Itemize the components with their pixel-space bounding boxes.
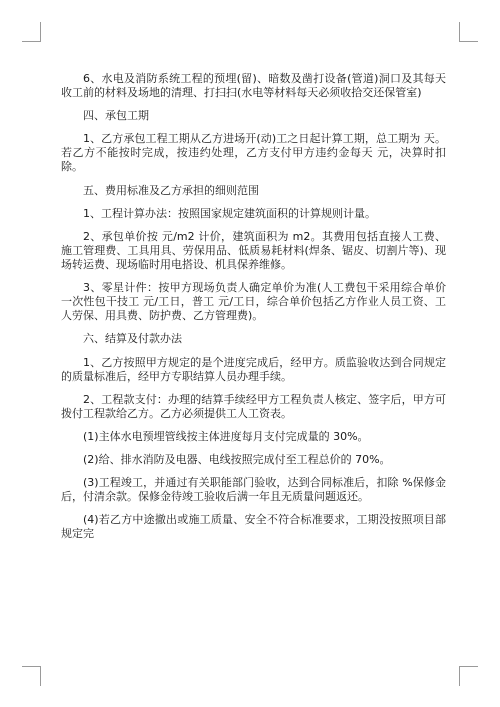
paragraph-payment-item-1: (1)主体水电预埋管线按主体进度每月支付完成量的 30%。 xyxy=(83,429,369,443)
paragraph-unit-price: 2、承包单价按 元/m2 计价，建筑面积为 m2。其费用包括直接人工费、施工管理费、工具用具、劳保用品、低质易耗材料(焊条、锯皮、切割片等)、现场转运费、现场临时用电搭设、机具保养维修。 xyxy=(61,229,446,271)
crop-mark-top-right-h xyxy=(459,41,478,42)
paragraph-calculation-method: 1、工程计算办法：按照国家规定建筑面积的计算规则计量。 xyxy=(83,206,376,220)
paragraph-payment: 2、工程款支付：办理的结算手续经甲方工程负责人核定、签字后，甲方可拨付工程款给乙方。乙方必须提供工人工资表。 xyxy=(61,392,446,420)
crop-mark-bottom-right-h xyxy=(459,666,478,667)
paragraph-settlement-procedure: 1、乙方按照甲方规定的是个进度完成后，经甲方。质监验收达到合同规定的质量标准后，经甲方专职结算人员办理手续。 xyxy=(61,355,446,383)
section-heading-contract-period: 四、承包工期 xyxy=(83,109,149,123)
paragraph-payment-item-2: (2)给、排水消防及电器、电线按照完成付至工程总价的 70%。 xyxy=(83,453,391,467)
crop-mark-bottom-left-v xyxy=(40,666,41,686)
section-heading-cost-standard: 五、费用标准及乙方承担的细则范围 xyxy=(83,183,259,197)
section-heading-settlement: 六、结算及付款办法 xyxy=(83,332,182,346)
paragraph-piecework: 3、零星计件：按甲方现场负责人确定单价为准(人工费包干采用综合单价一次性包干技工 元/工日，普工 元/工日，综合单价包括乙方作业人员工资、工人劳保、用具费、防护费、乙方管理费)。 xyxy=(61,281,446,323)
paragraph-construction-period: 1、乙方承包工程工期从乙方进场开(动)工之日起计算工期，总工期为 天。若乙方不能按时完成，按违约处理，乙方支付甲方违约金每天 元，决算时扣除。 xyxy=(61,132,446,174)
crop-mark-top-left-h xyxy=(22,41,41,42)
crop-mark-top-right-v xyxy=(459,22,460,42)
crop-mark-bottom-left-h xyxy=(22,666,41,667)
document-body xyxy=(61,72,446,551)
crop-mark-bottom-right-v xyxy=(459,666,460,686)
paragraph-item-6-cleanup: 6、水电及消防系统工程的预埋(留)、暗数及凿打设备(管道)洞口及其每天收工前的材料及场地的清理、打扫扫(水电等材料每天必须收拾交还保管室) xyxy=(61,72,446,99)
paragraph-payment-item-3: (3)工程竣工，并通过有关职能部门验收，达到合同标准后，扣除 %保修金后，付清余款。保修金待竣工验收后满一年且无质量问题返还。 xyxy=(61,476,446,504)
paragraph-payment-item-4: (4)若乙方中途撤出或施工质量、安全不符合标准要求，工期没按照项目部规定完 xyxy=(61,513,446,541)
crop-mark-top-left-v xyxy=(40,22,41,42)
